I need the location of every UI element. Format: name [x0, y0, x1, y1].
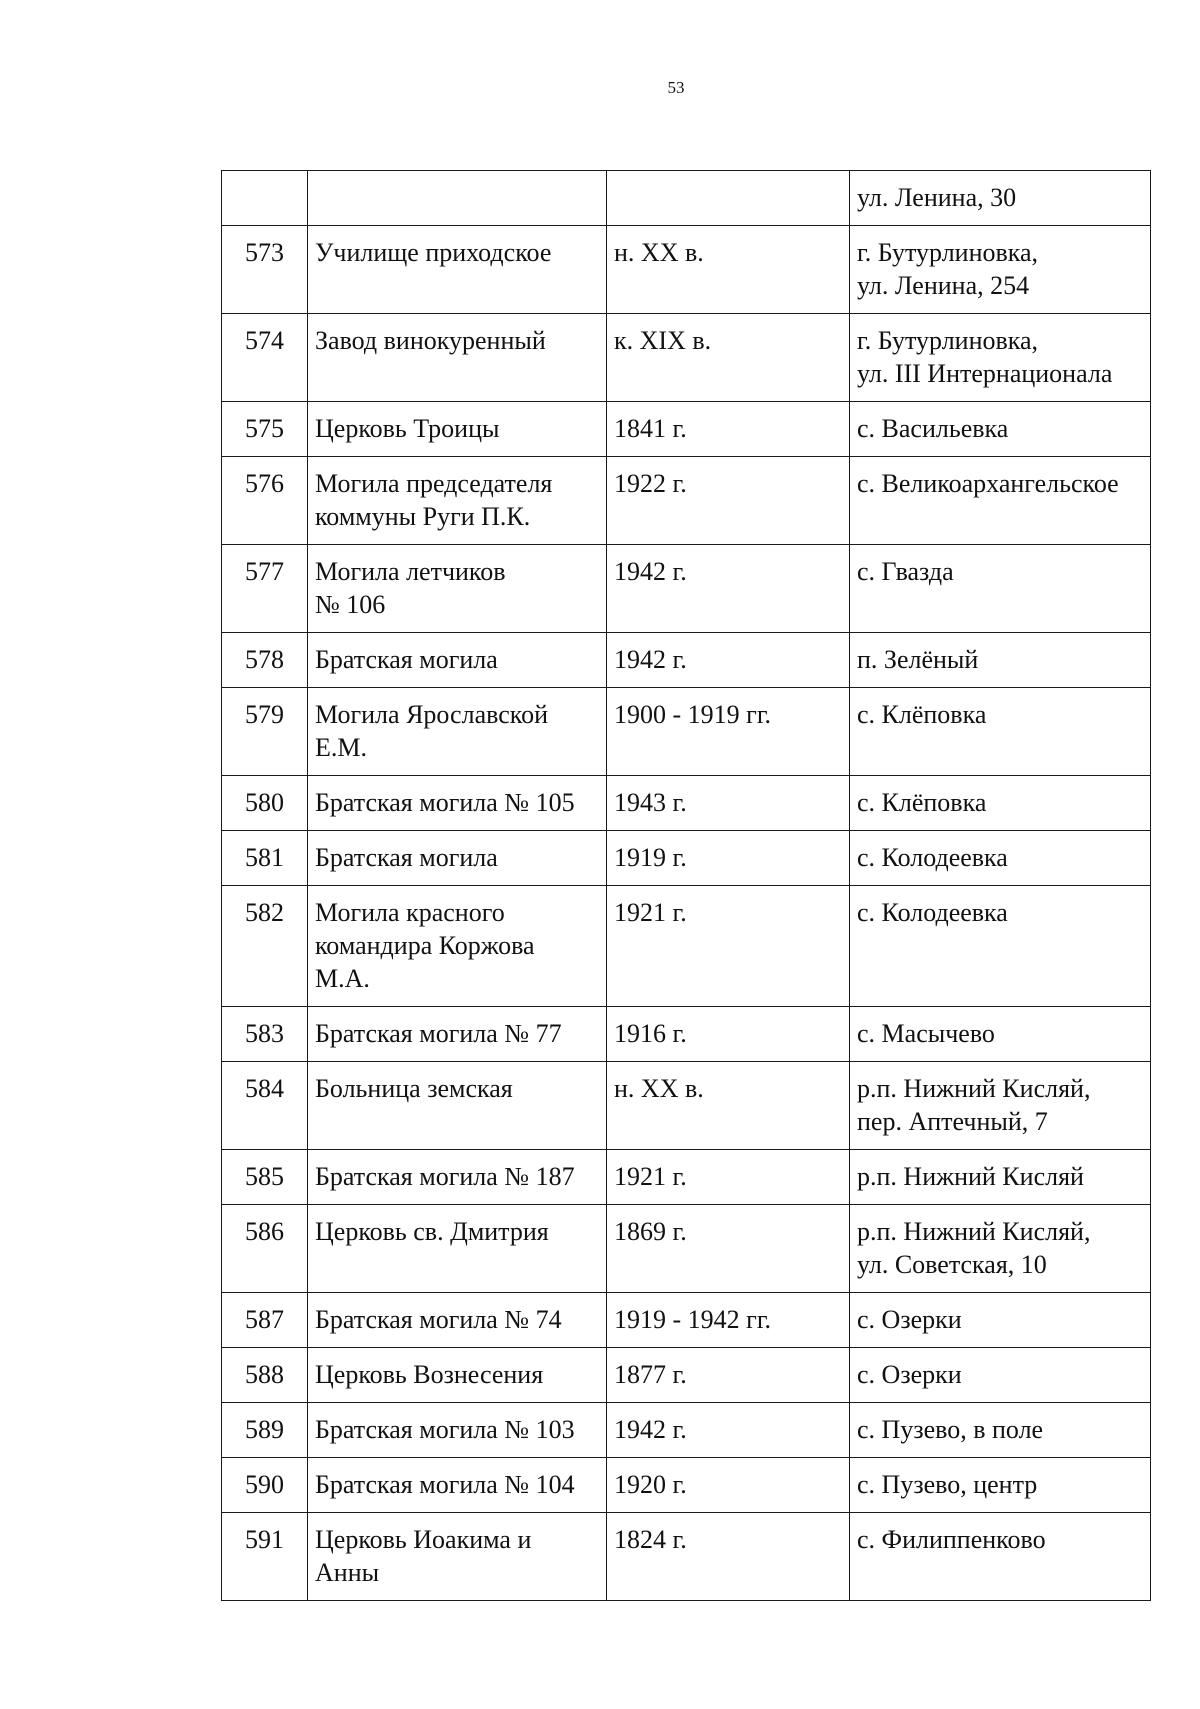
row-number-cell — [222, 776, 308, 831]
address-cell — [850, 545, 1151, 633]
object-name-cell — [308, 633, 607, 688]
address-cell-line: с. Колодеевка — [857, 898, 1008, 927]
row-number-cell — [222, 1062, 308, 1150]
object-name-cell-line: Церковь св. Дмитрия — [315, 1217, 549, 1246]
address-cell — [850, 171, 1151, 226]
address-cell-line: с. Клёповка — [857, 700, 987, 729]
row-number-cell-line: 591 — [245, 1525, 284, 1554]
address-cell — [850, 1007, 1151, 1062]
row-number-cell-line: 585 — [245, 1162, 284, 1191]
address-cell — [850, 1458, 1151, 1513]
row-number-cell — [222, 688, 308, 776]
object-name-cell — [308, 1513, 607, 1601]
table-row — [222, 402, 1151, 457]
address-cell — [850, 831, 1151, 886]
row-number-cell — [222, 402, 308, 457]
table-row — [222, 1403, 1151, 1458]
date-cell — [607, 1062, 850, 1150]
row-number-cell-line: 577 — [245, 557, 284, 586]
row-number-cell — [222, 1348, 308, 1403]
object-name-cell-line: Братская могила № 104 — [315, 1470, 575, 1499]
object-name-cell-line: Церковь Иоакима и — [315, 1525, 532, 1554]
address-cell-line: с. Пузево, центр — [857, 1470, 1038, 1499]
date-cell — [607, 1150, 850, 1205]
table-row — [222, 545, 1151, 633]
address-cell-line: с. Масычево — [857, 1019, 995, 1048]
row-number-cell-line: 574 — [245, 326, 284, 355]
date-cell-line: 1942 г. — [614, 1415, 687, 1444]
date-cell-line: к. XIX в. — [614, 326, 712, 355]
address-cell — [850, 1150, 1151, 1205]
date-cell — [607, 886, 850, 1007]
date-cell — [607, 1205, 850, 1293]
date-cell-line: 1920 г. — [614, 1470, 687, 1499]
address-cell — [850, 1513, 1151, 1601]
row-number-cell — [222, 886, 308, 1007]
table-row — [222, 886, 1151, 1007]
row-number-cell — [222, 1150, 308, 1205]
address-cell-line: р.п. Нижний Кисляй — [857, 1162, 1084, 1191]
object-name-cell — [308, 1007, 607, 1062]
address-cell — [850, 226, 1151, 314]
date-cell-line: 1942 г. — [614, 645, 687, 674]
date-cell — [607, 1007, 850, 1062]
address-cell — [850, 886, 1151, 1007]
object-name-cell — [308, 1293, 607, 1348]
address-cell-line: с. Колодеевка — [857, 843, 1008, 872]
row-number-cell — [222, 831, 308, 886]
address-cell — [850, 1062, 1151, 1150]
date-cell-line: 1921 г. — [614, 898, 687, 927]
row-number-cell-line: 579 — [245, 700, 284, 729]
table-row — [222, 831, 1151, 886]
address-cell-line: г. Бутурлиновка, — [857, 238, 1039, 267]
address-cell — [850, 402, 1151, 457]
address-cell — [850, 1348, 1151, 1403]
address-cell — [850, 1293, 1151, 1348]
object-name-cell-line: Могила красного — [315, 898, 505, 927]
row-number-cell-line: 586 — [245, 1217, 284, 1246]
row-number-cell — [222, 1205, 308, 1293]
row-number-cell-line: 581 — [245, 843, 284, 872]
address-cell — [850, 776, 1151, 831]
address-cell-line: с. Клёповка — [857, 788, 987, 817]
row-number-cell — [222, 1403, 308, 1458]
table-row — [222, 457, 1151, 545]
object-name-cell-line: М.А. — [315, 964, 370, 993]
row-number-cell-line: 584 — [245, 1074, 284, 1103]
row-number-cell — [222, 1007, 308, 1062]
address-cell-line: г. Бутурлиновка, — [857, 326, 1039, 355]
object-name-cell-line: коммуны Руги П.К. — [315, 502, 531, 531]
row-number-cell — [222, 226, 308, 314]
date-cell-line: н. XX в. — [614, 238, 704, 267]
date-cell — [607, 171, 850, 226]
address-cell — [850, 1205, 1151, 1293]
address-cell-line: с. Филиппенково — [857, 1525, 1046, 1554]
object-name-cell — [308, 457, 607, 545]
address-cell-line: с. Гвазда — [857, 557, 954, 586]
table-row — [222, 1062, 1151, 1150]
table-row — [222, 1458, 1151, 1513]
object-name-cell-line: Церковь Троицы — [315, 414, 500, 443]
row-number-cell — [222, 1458, 308, 1513]
table-row — [222, 1348, 1151, 1403]
object-name-cell-line: Могила летчиков — [315, 557, 506, 586]
object-name-cell-line: Могила Ярославской — [315, 700, 548, 729]
date-cell-line: н. XX в. — [614, 1074, 704, 1103]
object-name-cell — [308, 545, 607, 633]
object-name-cell — [308, 171, 607, 226]
address-cell-line: с. Васильевка — [857, 414, 1009, 443]
date-cell — [607, 402, 850, 457]
date-cell — [607, 1513, 850, 1601]
date-cell-line: 1922 г. — [614, 469, 687, 498]
date-cell — [607, 831, 850, 886]
object-name-cell — [308, 831, 607, 886]
object-name-cell-line: Завод винокуренный — [315, 326, 546, 355]
address-cell-line: р.п. Нижний Кисляй, — [857, 1217, 1091, 1246]
object-name-cell-line: Братская могила № 187 — [315, 1162, 575, 1191]
table-row — [222, 688, 1151, 776]
row-number-cell-line: 580 — [245, 788, 284, 817]
row-number-cell-line: 573 — [245, 238, 284, 267]
object-name-cell — [308, 402, 607, 457]
address-cell-line: с. Великоархангельское — [857, 469, 1119, 498]
table-row — [222, 1205, 1151, 1293]
object-name-cell-line: Училище приходское — [315, 238, 552, 267]
address-cell-line: ул. III Интернационала — [857, 359, 1113, 388]
object-name-cell-line: Братская могила № 105 — [315, 788, 575, 817]
row-number-cell — [222, 171, 308, 226]
address-cell-line: с. Озерки — [857, 1360, 962, 1389]
object-name-cell — [308, 776, 607, 831]
object-name-cell-line: командира Коржова — [315, 931, 535, 960]
row-number-cell-line: 576 — [245, 469, 284, 498]
object-name-cell — [308, 314, 607, 402]
address-cell-line: р.п. Нижний Кисляй, — [857, 1074, 1091, 1103]
heritage-table-body — [222, 171, 1151, 1601]
date-cell — [607, 1348, 850, 1403]
date-cell-line: 1877 г. — [614, 1360, 687, 1389]
date-cell-line: 1921 г. — [614, 1162, 687, 1191]
table-row — [222, 776, 1151, 831]
object-name-cell — [308, 1458, 607, 1513]
date-cell-line: 1919 г. — [614, 843, 687, 872]
table-row — [222, 171, 1151, 226]
object-name-cell-line: Могила председателя — [315, 469, 553, 498]
address-cell — [850, 1403, 1151, 1458]
row-number-cell-line: 589 — [245, 1415, 284, 1444]
date-cell-line: 1900 - 1919 гг. — [614, 700, 772, 729]
address-cell-line: ул. Советская, 10 — [857, 1250, 1047, 1279]
date-cell — [607, 688, 850, 776]
address-cell — [850, 633, 1151, 688]
object-name-cell-line: Анны — [315, 1558, 380, 1587]
table-row — [222, 633, 1151, 688]
row-number-cell — [222, 545, 308, 633]
address-cell — [850, 457, 1151, 545]
table-row — [222, 1293, 1151, 1348]
row-number-cell-line: 575 — [245, 414, 284, 443]
object-name-cell-line: Церковь Вознесения — [315, 1360, 544, 1389]
row-number-cell-line: 587 — [245, 1305, 284, 1334]
address-cell — [850, 314, 1151, 402]
address-cell-line: пер. Аптечный, 7 — [857, 1107, 1048, 1136]
address-cell-line: с. Пузево, в поле — [857, 1415, 1044, 1444]
date-cell-line: 1841 г. — [614, 414, 687, 443]
table-row — [222, 1007, 1151, 1062]
date-cell — [607, 633, 850, 688]
date-cell-line: 1824 г. — [614, 1525, 687, 1554]
row-number-cell — [222, 314, 308, 402]
object-name-cell-line: Братская могила — [315, 843, 498, 872]
object-name-cell-line: № 106 — [315, 590, 386, 619]
date-cell — [607, 1293, 850, 1348]
date-cell-line: 1919 - 1942 гг. — [614, 1305, 772, 1334]
heritage-table — [221, 170, 1151, 1601]
page-number: 53 — [667, 78, 685, 97]
object-name-cell — [308, 886, 607, 1007]
object-name-cell — [308, 688, 607, 776]
object-name-cell-line: Больница земская — [315, 1074, 513, 1103]
address-cell — [850, 688, 1151, 776]
table-row — [222, 1150, 1151, 1205]
object-name-cell — [308, 1403, 607, 1458]
row-number-cell-line: 590 — [245, 1470, 284, 1499]
object-name-cell-line: Е.М. — [315, 733, 367, 762]
object-name-cell — [308, 1150, 607, 1205]
row-number-cell — [222, 457, 308, 545]
object-name-cell — [308, 226, 607, 314]
row-number-cell-line: 588 — [245, 1360, 284, 1389]
object-name-cell-line: Братская могила — [315, 645, 498, 674]
row-number-cell — [222, 633, 308, 688]
object-name-cell-line: Братская могила № 77 — [315, 1019, 562, 1048]
table-row — [222, 314, 1151, 402]
date-cell — [607, 545, 850, 633]
row-number-cell — [222, 1293, 308, 1348]
address-cell-line: п. Зелёный — [857, 645, 979, 674]
row-number-cell-line: 583 — [245, 1019, 284, 1048]
row-number-cell-line: 582 — [245, 898, 284, 927]
date-cell-line: 1942 г. — [614, 557, 687, 586]
object-name-cell — [308, 1062, 607, 1150]
row-number-cell-line: 578 — [245, 645, 284, 674]
address-cell-line: ул. Ленина, 254 — [857, 271, 1030, 300]
object-name-cell-line: Братская могила № 103 — [315, 1415, 575, 1444]
table-row — [222, 226, 1151, 314]
object-name-cell-line: Братская могила № 74 — [315, 1305, 562, 1334]
address-cell-line: с. Озерки — [857, 1305, 962, 1334]
date-cell-line: 1869 г. — [614, 1217, 687, 1246]
object-name-cell — [308, 1205, 607, 1293]
date-cell — [607, 457, 850, 545]
object-name-cell — [308, 1348, 607, 1403]
date-cell — [607, 776, 850, 831]
date-cell — [607, 1403, 850, 1458]
table-row — [222, 1513, 1151, 1601]
date-cell — [607, 314, 850, 402]
date-cell — [607, 226, 850, 314]
row-number-cell — [222, 1513, 308, 1601]
address-cell-line: ул. Ленина, 30 — [857, 183, 1017, 212]
date-cell-line: 1916 г. — [614, 1019, 687, 1048]
date-cell — [607, 1458, 850, 1513]
date-cell-line: 1943 г. — [614, 788, 687, 817]
